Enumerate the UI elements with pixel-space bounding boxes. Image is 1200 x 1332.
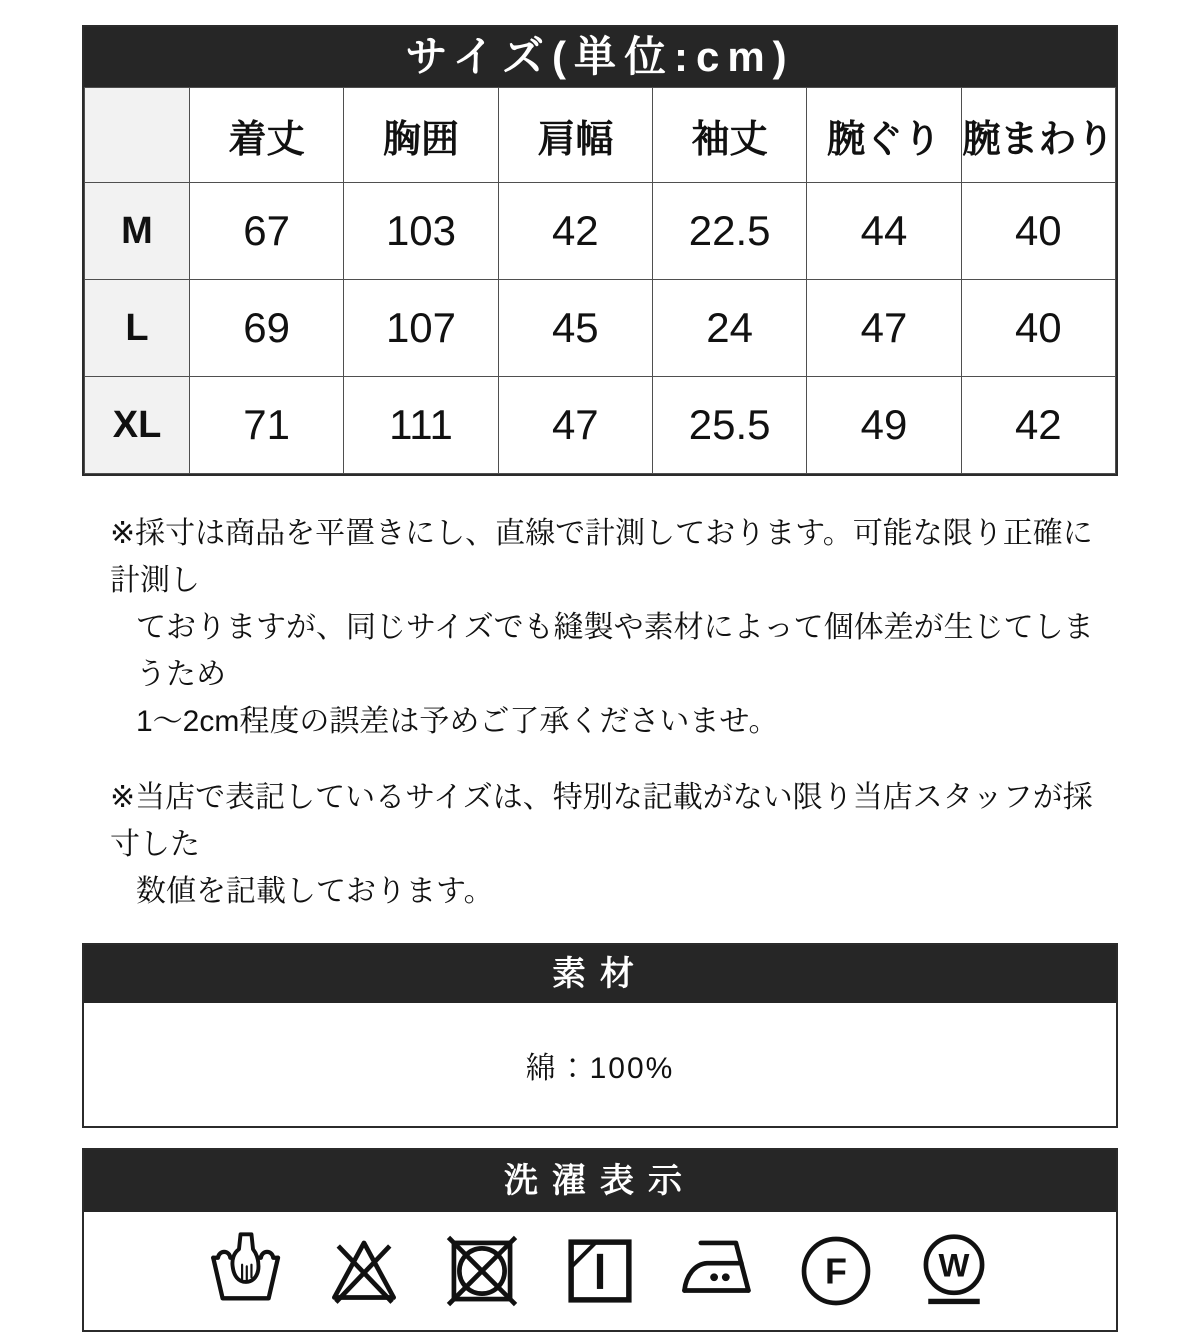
material-title: 素材 (84, 945, 1116, 1003)
note-measurement (110, 510, 1118, 745)
size-value-cell: 111 (344, 377, 498, 474)
svg-text:W: W (938, 1246, 970, 1284)
dry-clean-f-icon (797, 1232, 875, 1310)
size-value-cell: 40 (961, 183, 1115, 280)
size-table (84, 87, 1116, 474)
row-label: M (85, 183, 190, 280)
do-not-tumble-dry-icon (443, 1232, 521, 1310)
size-value-cell: 47 (498, 377, 652, 474)
hand-wash-icon (207, 1232, 285, 1310)
laundry-icons (84, 1212, 1116, 1330)
table-row-xl (85, 377, 1116, 474)
size-table-header-row (85, 88, 1116, 183)
material-section (82, 943, 1118, 1128)
note-line: 1～2cm程度の誤差は予めご了承くださいませ。 (136, 705, 779, 738)
size-value-cell: 40 (961, 280, 1115, 377)
size-value-cell: 24 (652, 280, 806, 377)
wet-clean-w-icon (915, 1232, 993, 1310)
note-line: 数値を記載しております。 (136, 875, 494, 908)
row-label: L (85, 280, 190, 377)
size-value-cell: 71 (190, 377, 344, 474)
laundry-section (82, 1148, 1118, 1332)
size-value-cell: 45 (498, 280, 652, 377)
size-value-cell: 107 (344, 280, 498, 377)
row-label: XL (85, 377, 190, 474)
column-header-sleeve: 袖丈 (652, 88, 806, 183)
note-staff (110, 774, 1118, 915)
material-value: 綿：100% (84, 1003, 1116, 1126)
column-header-chest: 胸囲 (344, 88, 498, 183)
iron-medium-icon (679, 1232, 757, 1310)
size-table-section (82, 25, 1118, 476)
svg-text:F: F (825, 1251, 847, 1292)
size-value-cell: 47 (807, 280, 961, 377)
column-header-shoulder: 肩幅 (498, 88, 652, 183)
table-row-l (85, 280, 1116, 377)
size-value-cell: 69 (190, 280, 344, 377)
column-header-armhole: 腕ぐり (807, 88, 961, 183)
note-line: ておりますが、同じサイズでも縫製や素材によって個体差が生じてしまうため (136, 611, 1094, 691)
column-header-arm: 腕まわり (961, 88, 1115, 183)
corner-cell (85, 88, 190, 183)
size-value-cell: 44 (807, 183, 961, 280)
laundry-title: 洗濯表示 (84, 1150, 1116, 1212)
size-table-title: サイズ(単位:cm) (84, 27, 1116, 87)
column-header-length: 着丈 (190, 88, 344, 183)
table-row-m (85, 183, 1116, 280)
size-value-cell: 42 (498, 183, 652, 280)
note-line: ※採寸は商品を平置きにし、直線で計測しております。可能な限り正確に計測し (110, 517, 1093, 597)
notes (110, 510, 1118, 915)
note-line: ※当店で表記しているサイズは、特別な記載がない限り当店スタッフが採寸した (110, 781, 1093, 861)
size-value-cell: 42 (961, 377, 1115, 474)
size-value-cell: 25.5 (652, 377, 806, 474)
size-value-cell: 103 (344, 183, 498, 280)
line-dry-in-shade-icon (561, 1232, 639, 1310)
size-value-cell: 22.5 (652, 183, 806, 280)
size-value-cell: 49 (807, 377, 961, 474)
do-not-bleach-icon (325, 1232, 403, 1310)
size-value-cell: 67 (190, 183, 344, 280)
